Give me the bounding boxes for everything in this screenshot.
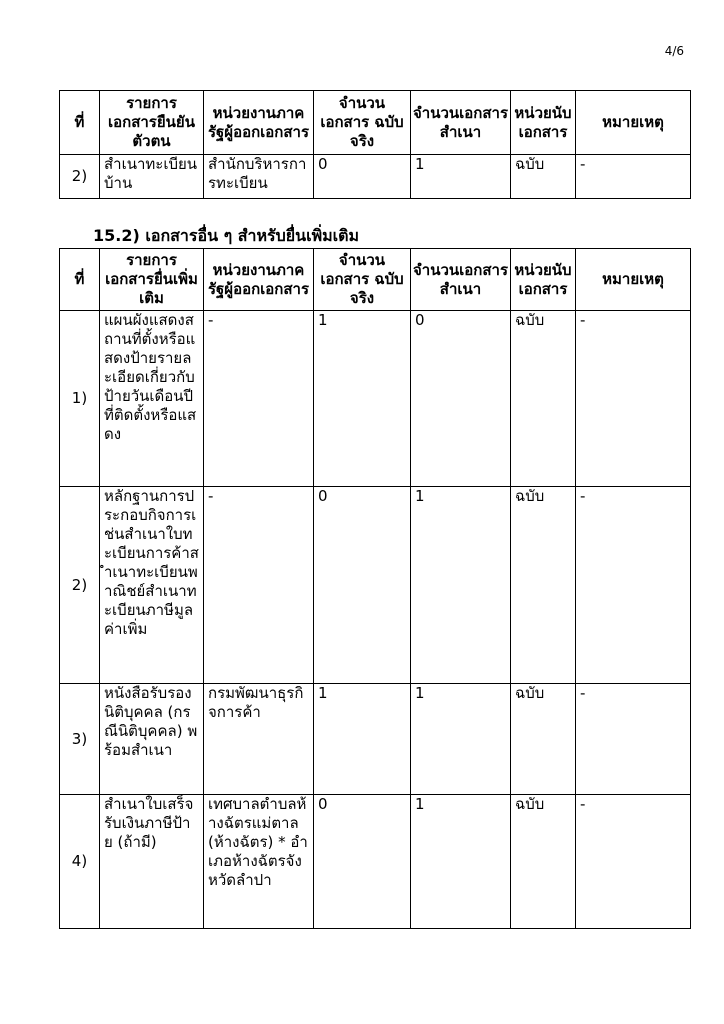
row-agency: - [204,487,314,684]
row-agency: - [204,311,314,487]
row-no: 3) [60,684,100,795]
header-unit: หน่วยนับเอกสาร [511,91,576,155]
row-agency: เทศบาลตำบลห้างฉัตรแม่ตาล(ห้างฉัตร) * อำเภอห้างฉัตรจังหวัดลำปา [204,795,314,929]
header-original: จำนวนเอกสาร ฉบับจริง [314,249,411,311]
row-item: หนังสือรับรองนิติบุคคล (กรณีนิติบุคคล) พร้อมสำเนา [100,684,204,795]
section-title: 15.2) เอกสารอื่น ๆ สำหรับยื่นเพิ่มเติม [93,226,360,245]
row-note: - [576,311,691,487]
row-original: 0 [314,795,411,929]
row-note: - [576,155,691,199]
page-number: 4/6 [664,44,684,58]
row-copy: 1 [411,684,511,795]
row-item: สำเนาใบเสร็จรับเงินภาษีป้าย (ถ้ามี) [100,795,204,929]
row-note: - [576,684,691,795]
row-original: 0 [314,487,411,684]
header-copy: จำนวนเอกสาร สำเนา [411,249,511,311]
header-no: ที่ [60,249,100,311]
row-agency: กรมพัฒนาธุรกิจการค้า [204,684,314,795]
header-agency: หน่วยงานภาครัฐผู้ออกเอกสาร [204,91,314,155]
table-header-row [60,249,691,311]
header-note: หมายเหตุ [576,91,691,155]
row-item: หลักฐานการประกอบกิจการเช่นสำเนาใบทะเบียนการค้าสำเนาทะเบียนพาณิชย์สำเนาทะเบียนภาษีมูลค่าเพิ่ม [100,487,204,684]
row-unit: ฉบับ [511,487,576,684]
header-original: จำนวนเอกสาร ฉบับจริง [314,91,411,155]
row-no: 4) [60,795,100,929]
header-no: ที่ [60,91,100,155]
header-note: หมายเหตุ [576,249,691,311]
row-no: 2) [60,155,100,199]
row-unit: ฉบับ [511,155,576,199]
row-note: - [576,795,691,929]
header-copy: จำนวนเอกสาร สำเนา [411,91,511,155]
row-agency: สำนักบริหารการทะเบียน [204,155,314,199]
row-unit: ฉบับ [511,795,576,929]
header-item: รายการเอกสารยื่นเพิ่มเติม [100,249,204,311]
table-row [60,311,691,487]
row-copy: 0 [411,311,511,487]
row-original: 1 [314,684,411,795]
table-header-row [60,91,691,155]
row-no: 2) [60,487,100,684]
row-no: 1) [60,311,100,487]
table-row [60,684,691,795]
header-unit: หน่วยนับเอกสาร [511,249,576,311]
additional-documents-table [59,248,691,929]
row-copy: 1 [411,795,511,929]
table-row [60,487,691,684]
row-original: 0 [314,155,411,199]
identity-documents-table [59,90,691,199]
row-item: สำเนาทะเบียนบ้าน [100,155,204,199]
row-copy: 1 [411,487,511,684]
row-original: 1 [314,311,411,487]
row-item: แผนผังแสดงสถานที่ตั้งหรือแสดงป้ายรายละเอียดเกี่ยวกับป้ายวันเดือนปีที่ติดตั้งหรือแสดง [100,311,204,487]
row-unit: ฉบับ [511,684,576,795]
row-unit: ฉบับ [511,311,576,487]
table-row [60,155,691,199]
header-agency: หน่วยงานภาครัฐผู้ออกเอกสาร [204,249,314,311]
header-item: รายการเอกสารยืนยันตัวตน [100,91,204,155]
table-row [60,795,691,929]
row-note: - [576,487,691,684]
row-copy: 1 [411,155,511,199]
